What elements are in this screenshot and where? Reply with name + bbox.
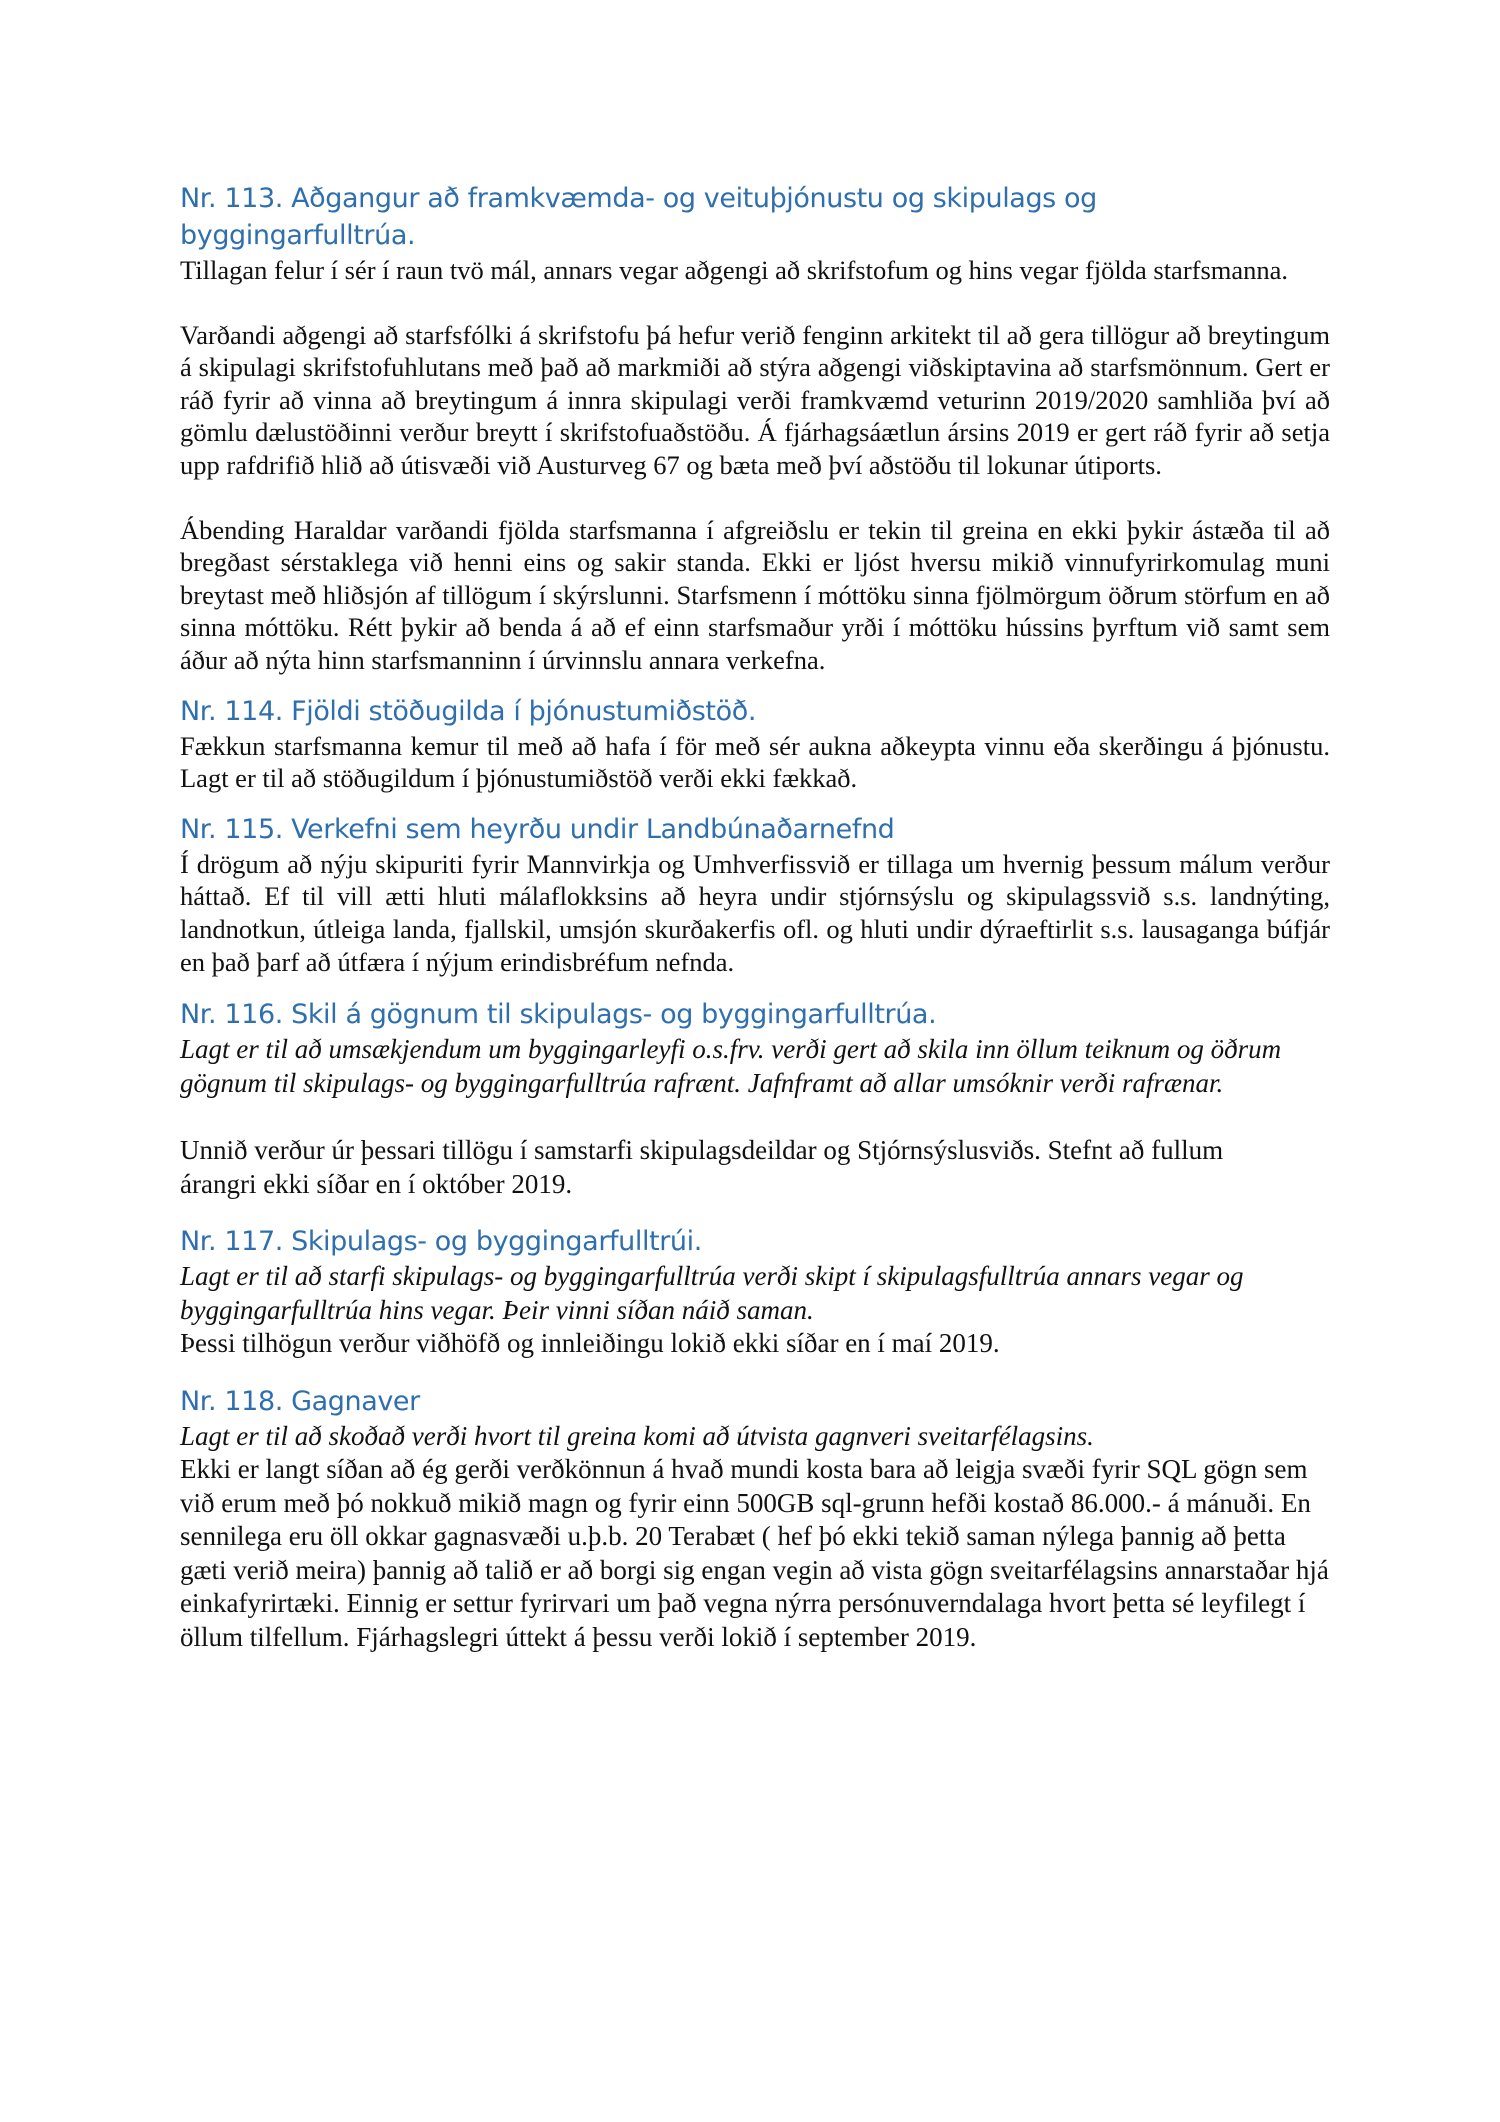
section-paragraph: Unnið verður úr þessari tillögu í samstarfi skipulagsdeildar og Stjórnsýslusviðs. Stefnt að fullum árangri ekki síðar en í október 2019. xyxy=(180,1135,1224,1199)
section-paragraph: Varðandi aðgengi að starfsfólki á skrifstofu þá hefur verið fenginn arkitekt til að gera tillögur að breytingum á skipulagi skrifstofuhlutans með það að markmiði að stýra aðgengi viðskiptavina að starfsmönnum. Gert er ráð fyrir að vinna að breytingum á innra skipulagi verði framkvæmd veturinn 2019/2020 samhliða því að gömlu dælustöðinni verður breytt í skrifstofuaðstöðu. Á fjárhagsáætlun ársins 2019 er gert ráð fyrir að setja upp rafdrifið hlið að útisvæði við Austurveg 67 og bæta með því aðstöðu til lokunar útiports. xyxy=(180,319,1330,480)
section-paragraph: Fækkun starfsmanna kemur til með að hafa í för með sér aukna aðkeypta vinnu eða skerðingu á þjónustu. Lagt er til að stöðugildum í þjónustumiðstöð verði ekki fækkað. xyxy=(180,730,1330,794)
section-113 xyxy=(180,180,1330,677)
proposal-text: Lagt er til að skoðað verði hvort til greina komi að útvista gagnveri sveitarfélagsins. xyxy=(180,1420,1094,1451)
section-118 xyxy=(180,1383,1330,1655)
section-heading: Nr. 114. Fjöldi stöðugilda í þjónustumiðstöð. xyxy=(180,695,757,727)
section-paragraph: Þessi tilhögun verður viðhöfð og innleiðingu lokið ekki síðar en í maí 2019. xyxy=(180,1328,1000,1359)
section-paragraph: Ábending Haraldar varðandi fjölda starfsmanna í afgreiðslu er tekin til greina en ekki þykir ástæða til að bregðast sérstaklega við henni eins og sakir standa. Ekki er ljóst hversu mikið vinnufyrirkomulag muni breytast með hliðsjón af tillögum í skýrslunni. Starfsmenn í móttöku sinna fjölmörgum öðrum störfum en að sinna móttöku. Rétt þykir að benda á að ef einn starfsmaður yrði í móttöku hússins þyrftum við samt sem áður að nýta hinn starfsmanninn í úrvinnslu annara verkefna. xyxy=(180,514,1330,675)
section-117 xyxy=(180,1223,1330,1361)
section-heading: Nr. 115. Verkefni sem heyrðu undir Landbúnaðarnefnd xyxy=(180,813,895,845)
section-paragraph: Í drögum að nýju skipuriti fyrir Mannvirkja og Umhverfissvið er tillaga um hvernig þessum málum verður háttað. Ef til vill ætti hluti málaflokksins að heyra undir stjórnsýslu og skipulagssvið s.s. landnýting, landnotkun, útleiga landa, fjallskil, umsjón skurðakerfis ofl. og hluti undir dýraeftirlit s.s. lausaganga búfjár en það þarf að útfæra í nýjum erindisbréfum nefnda. xyxy=(180,848,1330,977)
section-paragraph: Tillagan felur í sér í raun tvö mál, annars vegar aðgengi að skrifstofum og hins vegar fjölda starfsmanna. xyxy=(180,255,1289,285)
proposal-text: Lagt er til að umsækjendum um byggingarleyfi o.s.frv. verði gert að skila inn öllum teiknum og öðrum gögnum til skipulags- og byggingarfulltrúa rafrænt. Jafnframt að allar umsóknir verði rafrænar. xyxy=(180,1034,1282,1098)
section-heading: Nr. 117. Skipulags- og byggingarfulltrúi. xyxy=(180,1226,702,1258)
section-heading: Nr. 118. Gagnaver xyxy=(180,1385,420,1417)
section-paragraph: Ekki er langt síðan að ég gerði verðkönnun á hvað mundi kosta bara að leigja svæði fyrir SQL gögn sem við erum með þó nokkuð mikið magn og fyrir einn 500GB sql-grunn hefði kostað 86.000.- á mánuði. En sennilega eru öll okkar gagnasvæði u.þ.b. 20 Terabæt ( hef þó ekki tekið saman nýlega þannig að þetta gæti verið meira) þannig að talið er að borgi sig engan vegin að vista gögn sveitarfélagsins annarstaðar hjá einkafyrirtæki. Einnig er settur fyrirvari um það vegna nýrra persónuverndalaga hvort þetta sé leyfilegt í öllum tilfellum. Fjárhagslegri úttekt á þessu verði lokið í september 2019. xyxy=(180,1454,1329,1652)
section-115 xyxy=(180,811,1330,978)
section-116 xyxy=(180,996,1330,1201)
section-114 xyxy=(180,693,1330,795)
document-page xyxy=(180,180,1330,1654)
section-heading: Nr. 113. Aðgangur að framkvæmda- og veituþjónustu og skipulags og byggingarfulltrúa. xyxy=(180,183,1097,251)
proposal-text: Lagt er til að starfi skipulags- og byggingarfulltrúa verði skipt í skipulagsfulltrúa annars vegar og byggingarfulltrúa hins vegar. Þeir vinni síðan náið saman. xyxy=(180,1261,1244,1325)
section-heading: Nr. 116. Skil á gögnum til skipulags- og byggingarfulltrúa. xyxy=(180,999,937,1031)
